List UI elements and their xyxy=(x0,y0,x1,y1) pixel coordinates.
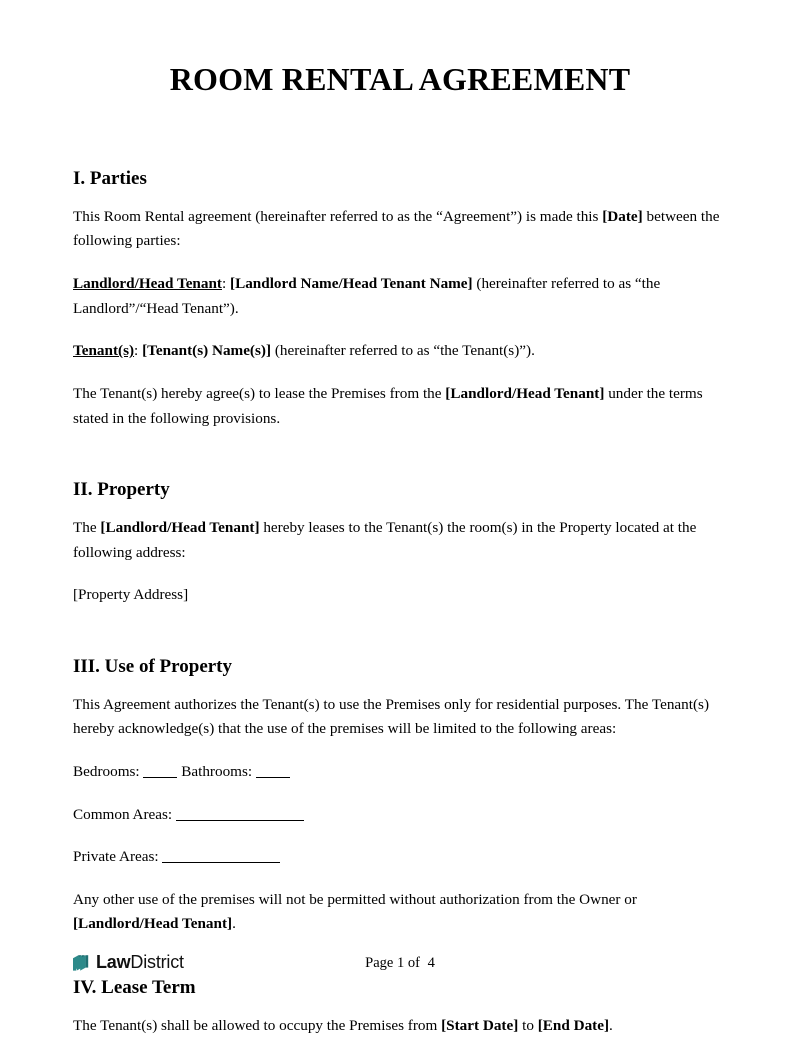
landlord-colon: : xyxy=(221,275,231,293)
bedrooms-label: Bedrooms: xyxy=(73,762,140,780)
lease-term-text-a: The Tenant(s) shall be allowed to occupy the Premises from xyxy=(73,1016,442,1034)
property-lead-paragraph xyxy=(73,516,725,565)
section-heading-parties: I. Parties xyxy=(73,168,147,189)
landlord-tail-text: (hereinafter referred to as “the Landlord”/“Head Tenant”). xyxy=(73,275,661,317)
page-number xyxy=(0,955,800,972)
rooms-count-line xyxy=(73,760,725,785)
tenant-tail-text: (hereinafter referred to as “the Tenant(s)”). xyxy=(271,342,535,360)
section-spacer xyxy=(73,626,725,656)
property-address-paragraph: [Property Address] xyxy=(73,586,189,604)
parties-intro-text-a: This Room Rental agreement (hereinafter referred to as the “Agreement”) is made this xyxy=(73,207,603,225)
lease-landlord-placeholder: [Landlord/Head Tenant] xyxy=(445,384,605,402)
document-body xyxy=(73,168,725,1056)
page-footer xyxy=(0,952,800,992)
end-date-placeholder: [End Date] xyxy=(537,1016,610,1034)
property-landlord-placeholder: [Landlord/Head Tenant] xyxy=(100,518,260,536)
tenant-label: Tenant(s) xyxy=(73,342,135,360)
private-areas-label: Private Areas: xyxy=(73,848,159,866)
lease-text-b: under the terms stated in the following provisions. xyxy=(73,384,703,427)
other-use-text-a: Any other use of the premises will not be permitted without authorization from the Owner or xyxy=(73,890,637,908)
private-areas-line xyxy=(73,845,725,870)
bathrooms-blank-field[interactable] xyxy=(256,777,290,778)
lease-agreement-paragraph xyxy=(73,382,725,431)
section-heading-use-of-property: III. Use of Property xyxy=(73,655,233,677)
lease-term-text-b: to xyxy=(518,1016,538,1034)
other-use-text-b: . xyxy=(232,915,236,933)
common-areas-label: Common Areas: xyxy=(73,805,173,823)
other-use-paragraph xyxy=(73,888,725,937)
section-heading-property: II. Property xyxy=(73,479,170,501)
start-date-placeholder: [Start Date] xyxy=(441,1016,519,1034)
tenant-paragraph xyxy=(73,339,725,364)
tenant-colon: : xyxy=(134,342,143,360)
parties-intro-text-b: between the following parties: xyxy=(73,207,720,250)
bathrooms-label: Bathrooms: xyxy=(181,762,253,780)
page-title: ROOM RENTAL AGREEMENT xyxy=(169,61,631,97)
property-text-b: hereby leases to the Tenant(s) the room(s) in the Property located at the following address: xyxy=(73,518,697,561)
landlord-label: Landlord/Head Tenant xyxy=(73,275,222,293)
private-areas-blank-field[interactable] xyxy=(162,862,280,863)
bedrooms-blank-field[interactable] xyxy=(143,777,177,778)
landlord-name-placeholder: [Landlord Name/Head Tenant Name] xyxy=(230,275,473,293)
use-of-property-intro-paragraph: This Agreement authorizes the Tenant(s) to use the Premises only for residential purposes. The Tenant(s) hereby acknowledge(s) that the use of the premises will be limited to the following areas: xyxy=(73,695,710,738)
landlord-paragraph xyxy=(73,272,725,321)
lease-text-a: The Tenant(s) hereby agree(s) to lease the Premises from the xyxy=(73,384,446,402)
logo-district-text: District xyxy=(130,952,184,972)
lease-term-text-c: . xyxy=(609,1016,613,1034)
tenant-name-placeholder: [Tenant(s) Name(s)] xyxy=(142,342,272,360)
date-placeholder: [Date] xyxy=(602,207,643,225)
common-areas-line xyxy=(73,803,725,828)
section-spacer xyxy=(73,449,725,479)
page-number-prefix: Page 1 of xyxy=(365,955,420,971)
common-areas-blank-field[interactable] xyxy=(176,820,304,821)
logo-law-text: Law xyxy=(96,952,131,972)
parties-intro-paragraph xyxy=(73,205,725,254)
page-number-total: 4 xyxy=(427,955,435,971)
section-heading-lease-term: IV. Lease Term xyxy=(73,977,196,999)
other-use-landlord-placeholder: [Landlord/Head Tenant] xyxy=(73,915,233,933)
property-text-a: The xyxy=(73,518,101,536)
